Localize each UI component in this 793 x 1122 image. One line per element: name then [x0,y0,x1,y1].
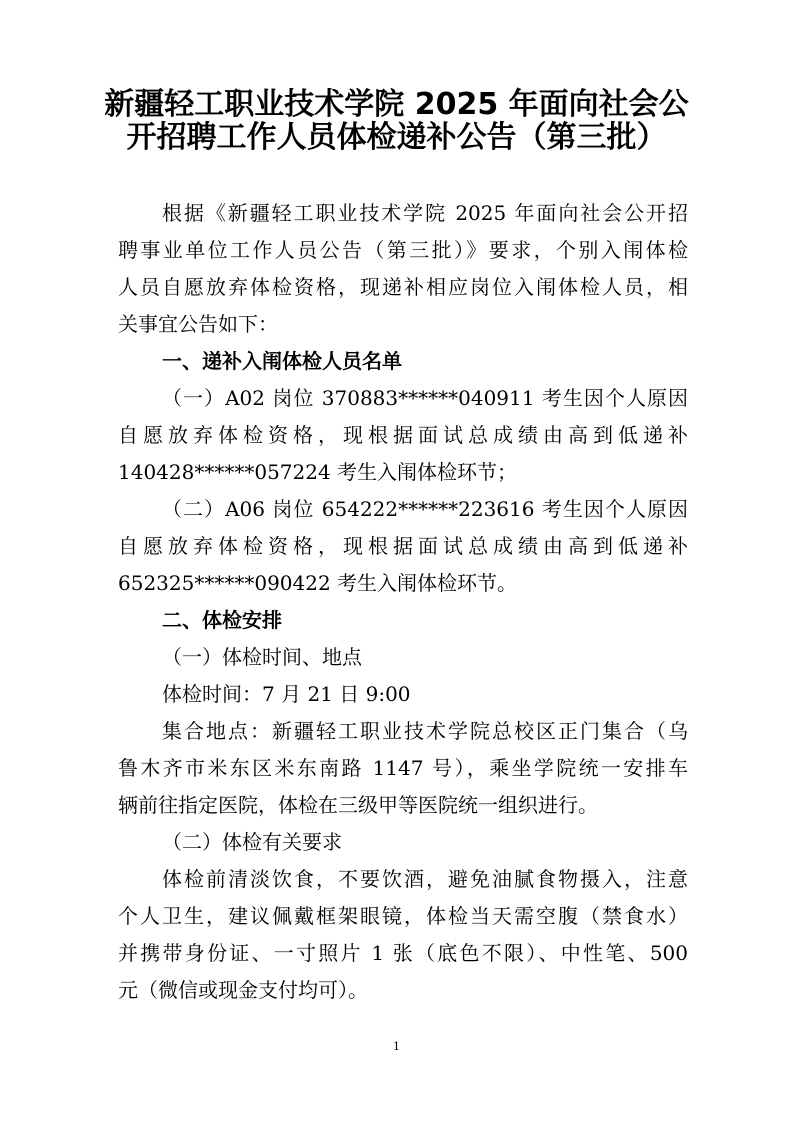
intro-line: 关事宜公告如下： [118,312,278,336]
document-title-line-1: 新疆轻工职业技术学院 2025 年面向社会公 [104,87,689,122]
location-line: 集合地点：新疆轻工职业技术学院总校区正门集合（乌 [162,719,688,743]
section-heading-1: 一、递补入闱体检人员名单 [162,349,402,373]
list-item-line: 自愿放弃体检资格，现根据面试总成绩由高到低递补 [118,534,688,558]
list-item-line: （二）A06 岗位 654222******223616 考生因个人原因 [162,497,688,521]
requirements-line: 并携带身份证、一寸照片 1 张（底色不限）、中性笔、500 [118,941,688,965]
location-line: 辆前往指定医院，体检在三级甲等医院统一组织进行。 [118,793,598,817]
document-title-line-2: 开招聘工作人员体检递补公告（第三批） [126,120,667,155]
intro-line: 根据《新疆轻工职业技术学院 2025 年面向社会公开招 [162,201,688,225]
page-number: 1 [393,1040,400,1053]
requirements-line: 体检前清淡饮食，不要饮酒，避免油腻食物摄入，注意 [162,867,688,891]
intro-line: 聘事业单位工作人员公告（第三批）》要求，个别入闱体检 [118,238,688,262]
intro-line: 人员自愿放弃体检资格，现递补相应岗位入闱体检人员，相 [118,275,688,299]
requirements-line: 元（微信或现金支付均可）。 [118,978,368,1002]
requirements-line: 个人卫生，建议佩戴框架眼镜，体检当天需空腹（禁食水） [118,904,688,928]
document-body [118,195,688,1009]
list-item-line: 652325******090422 考生入闱体检环节。 [118,571,518,595]
list-item-line: （一）A02 岗位 370883******040911 考生因个人原因 [162,386,688,410]
exam-time: 体检时间：7 月 21 日 9:00 [162,682,411,706]
list-item-line: 自愿放弃体检资格，现根据面试总成绩由高到低递补 [118,423,688,447]
section-heading-2: 二、体检安排 [162,608,282,632]
list-item-line: 140428******057224 考生入闱体检环节； [118,460,518,484]
location-line: 鲁木齐市米东区米东南路 1147 号），乘坐学院统一安排车 [118,756,688,780]
subsection-heading-1: （一）体检时间、地点 [162,645,362,669]
subsection-heading-2: （二）体检有关要求 [162,830,342,854]
